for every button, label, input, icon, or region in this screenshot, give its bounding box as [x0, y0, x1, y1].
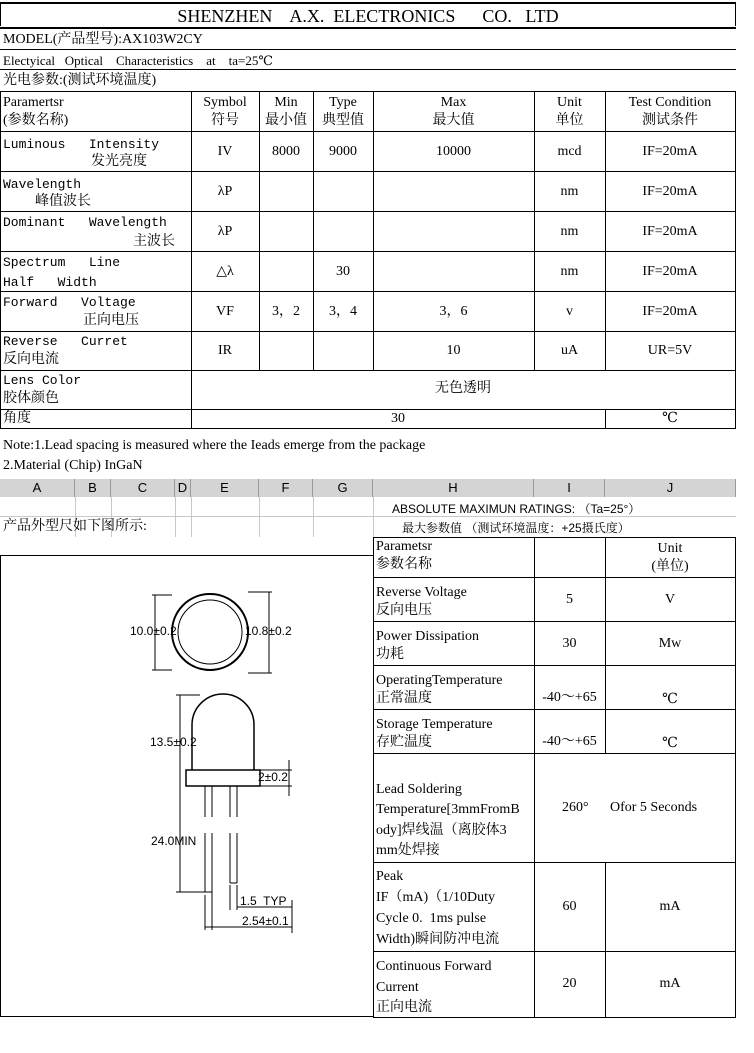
header-symbol-cn: 符号	[211, 113, 239, 128]
header-max: Max	[440, 95, 467, 110]
abs-max-title-cn: 最大参数值 （测试环境温度：+25摄氏度）	[402, 521, 630, 535]
dim-diameter: 10.0±0.2	[130, 624, 177, 638]
rating-value: -40～+65	[542, 690, 597, 705]
header-type-cn: 典型值	[322, 113, 364, 128]
row-unit: nm	[560, 264, 579, 279]
row-condition: IF=20mA	[642, 264, 698, 279]
rating-param: Peak	[376, 869, 404, 884]
row-param-2: Half Width	[3, 275, 97, 290]
led-outline-drawing	[0, 555, 373, 1017]
row-param: Luminous Intensity	[3, 137, 160, 152]
column-header[interactable]: H	[373, 479, 534, 497]
rating-param: mm处焊接	[376, 843, 440, 858]
ratings-header-unit-cn: (单位)	[651, 559, 689, 574]
rating-value: -40～+65	[542, 734, 597, 749]
rating-param: Temperature[3mmFromB	[376, 802, 520, 817]
abs-max-title: ABSOLUTE MAXIMUN RATINGS: （Ta=25°）	[392, 502, 641, 516]
row-param-cn: 主波长	[133, 234, 175, 249]
optical-title: Electyical Optical Characteristics at ta=25℃	[3, 53, 273, 68]
row-symbol: λP	[217, 224, 233, 239]
header-min-cn: 最小值	[265, 113, 307, 128]
rating-param: Width)瞬间防冲电流	[376, 932, 500, 947]
rating-param-cn: 存贮温度	[376, 735, 432, 750]
rating-param: Power Dissipation	[376, 629, 480, 644]
row-max: 3，6	[439, 304, 468, 319]
angle-value: 30	[391, 411, 405, 426]
row-condition: IF=20mA	[642, 224, 698, 239]
row-unit: v	[566, 304, 573, 319]
lens-label: Lens Color	[3, 373, 82, 388]
row-max: 10	[446, 343, 461, 358]
row-condition: UR=5V	[647, 343, 693, 358]
rating-value: 5	[566, 592, 573, 607]
row-condition: IF=20mA	[642, 144, 698, 159]
rating-param: ody]焊线温（离胶体3	[376, 823, 507, 838]
row-param: Dominant Wavelength	[3, 215, 167, 230]
row-symbol: λP	[217, 184, 233, 199]
drawing-caption: 产品外型尺如下图所示:	[3, 519, 147, 534]
note-1: Note:1.Lead spacing is measured where the Ieads emerge from the package	[3, 438, 426, 453]
row-symbol: △λ	[216, 264, 234, 279]
row-unit: nm	[560, 224, 579, 239]
document-title: SHENZHEN A.X. ELECTRONICS CO. LTD	[177, 6, 559, 26]
rating-unit: mA	[659, 899, 681, 914]
row-param-cn: 发光亮度	[91, 154, 147, 169]
ratings-header-param: Parametsr	[376, 539, 432, 554]
angle-label: 角度	[3, 411, 31, 426]
header-param: Paramertsr	[3, 95, 64, 110]
rating-param: Continuous Forward	[376, 959, 492, 974]
row-type: 9000	[329, 144, 357, 159]
column-header[interactable]: D	[175, 479, 191, 497]
header-type: Type	[329, 95, 357, 110]
rating-param-cn: 正向电流	[376, 1000, 432, 1015]
row-min: 3，2	[272, 304, 300, 319]
rating-value: 60	[562, 899, 577, 914]
row-condition: IF=20mA	[642, 184, 698, 199]
rating-value: 20	[562, 976, 577, 991]
rating-param: Reverse Voltage	[376, 585, 467, 600]
ratings-header-unit: Unit	[657, 541, 683, 556]
header-min: Min	[274, 95, 298, 110]
dim-lead-length: 24.0MIN	[151, 834, 197, 848]
header-condition: Test Condition	[628, 95, 712, 110]
row-condition: IF=20mA	[642, 304, 698, 319]
header-max-cn: 最大值	[432, 113, 475, 128]
row-param: Spectrum Line	[3, 255, 121, 270]
rating-param-cn: 功耗	[376, 647, 404, 662]
dim-flange-height: 2±0.2	[258, 770, 288, 784]
row-param-cn: 正向电压	[83, 313, 139, 328]
header-symbol: Symbol	[203, 95, 247, 110]
column-header[interactable]: B	[75, 479, 111, 497]
row-symbol: IR	[218, 343, 232, 358]
rating-param: Lead Soldering	[376, 782, 462, 797]
optical-title-cn: 光电参数:(测试环境温度)	[3, 73, 157, 88]
row-param-cn: 反向电流	[3, 352, 59, 367]
dim-pitch: 2.54±0.1	[242, 914, 289, 928]
ratings-header-param-cn: 参数名称	[376, 557, 432, 572]
column-header[interactable]: E	[191, 479, 259, 497]
rating-param: Storage Temperature	[376, 717, 493, 732]
note-2: 2.Material (Chip) InGaN	[3, 458, 143, 473]
rating-unit: ℃	[662, 736, 678, 751]
column-header[interactable]: G	[313, 479, 373, 497]
rating-param: IF（mA)（1/10Duty	[376, 890, 495, 905]
dim-lead-width: 1.5 TYP	[240, 894, 287, 908]
row-param: Wavelength	[3, 177, 82, 192]
rating-unit: Mw	[658, 636, 682, 651]
rating-param: Cycle 0. 1ms pulse	[376, 911, 487, 926]
rating-param: Current	[376, 980, 419, 995]
rating-value: 30	[562, 636, 577, 651]
rating-param: OperatingTemperature	[376, 673, 503, 688]
row-min: 8000	[272, 144, 300, 159]
rating-param-cn: 反向电压	[376, 603, 432, 618]
row-unit: mcd	[557, 144, 582, 159]
row-type: 3，4	[329, 304, 357, 319]
row-max: 10000	[436, 144, 471, 159]
header-unit: Unit	[557, 95, 582, 110]
column-header[interactable]: J	[605, 479, 736, 497]
column-header[interactable]: F	[259, 479, 313, 497]
rating-unit: ℃	[662, 692, 678, 707]
dim-height: 13.5±0.2	[150, 735, 197, 749]
column-header[interactable]: A	[0, 479, 75, 497]
rating-unit: mA	[659, 976, 681, 991]
row-unit: nm	[560, 184, 579, 199]
row-symbol: IV	[217, 144, 233, 159]
row-param: Reverse Curret	[3, 334, 128, 349]
lens-label-cn: 胶体颜色	[3, 391, 59, 406]
header-unit-cn: 单位	[555, 113, 584, 128]
dim-flange-diameter: 10.8±0.2	[245, 624, 292, 638]
model-label: MODEL(产品型号):AX103W2CY	[3, 32, 203, 47]
angle-unit: ℃	[662, 411, 678, 426]
rating-value: 260°	[562, 800, 589, 815]
row-unit: uA	[560, 343, 579, 358]
header-condition-cn: 测试条件	[642, 113, 698, 128]
lens-value: 无色透明	[435, 381, 491, 396]
row-param-cn: 峰值波长	[35, 194, 91, 209]
row-type: 30	[336, 264, 350, 279]
column-header[interactable]: I	[534, 479, 605, 497]
header-param-cn: (参数名称)	[3, 113, 69, 128]
rating-param-cn: 正常温度	[376, 691, 432, 706]
rating-unit: Ofor 5 Seconds	[610, 800, 698, 815]
row-symbol: VF	[216, 304, 234, 319]
column-header[interactable]: C	[111, 479, 175, 497]
rating-unit: V	[664, 592, 676, 607]
row-param: Forward Voltage	[3, 295, 136, 310]
